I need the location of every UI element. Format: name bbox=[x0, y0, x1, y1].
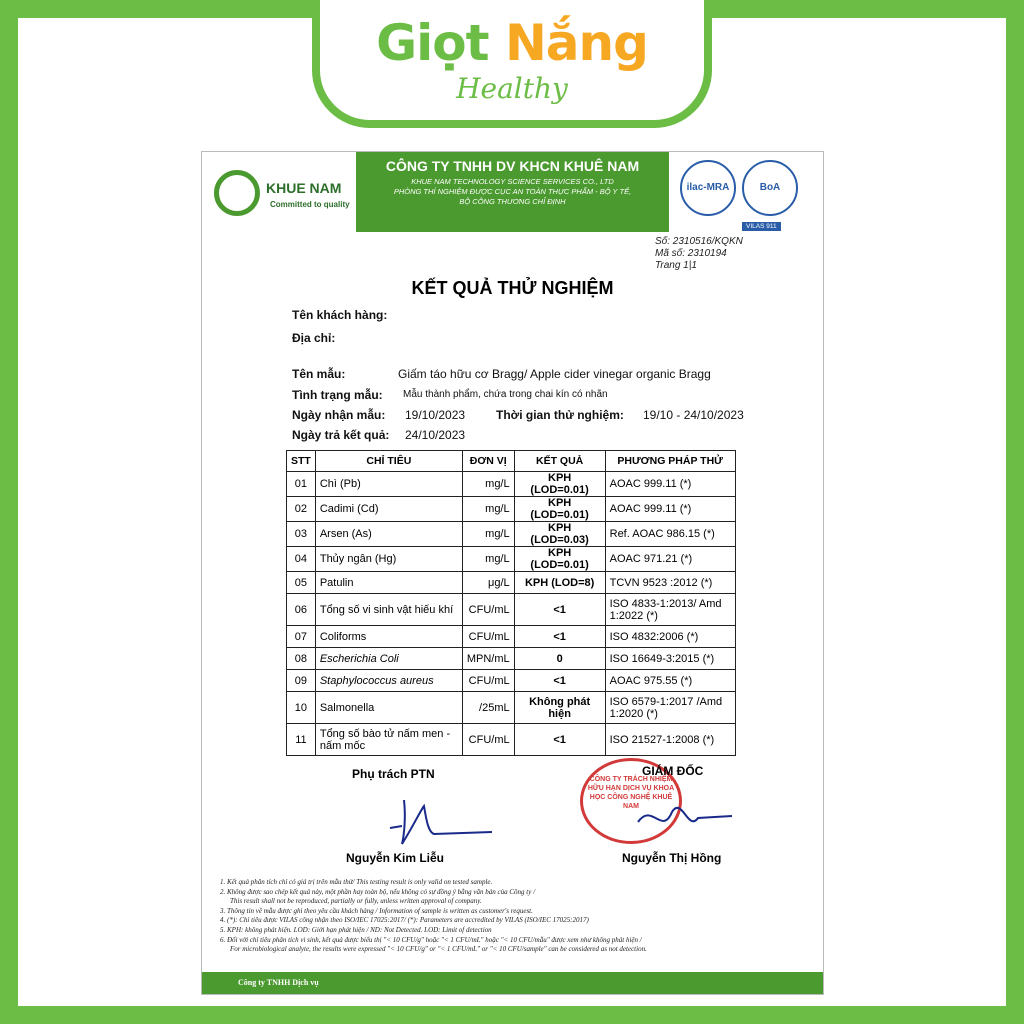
cell-parameter: Tổng số vi sinh vật hiếu khí bbox=[315, 594, 462, 626]
cell-unit: CFU/mL bbox=[462, 594, 514, 626]
table-row bbox=[287, 724, 736, 756]
cell-result: 0 bbox=[514, 648, 605, 670]
table-header-row bbox=[287, 451, 736, 472]
signature-right bbox=[632, 792, 742, 848]
cell-result: <1 bbox=[514, 626, 605, 648]
cell-method: ISO 16649-3:2015 (*) bbox=[605, 648, 735, 670]
cell-parameter: Arsen (As) bbox=[315, 522, 462, 547]
footnote: This result shall not be reproduced, partially or fully, unless written approval of company. bbox=[230, 897, 482, 906]
table-row bbox=[287, 670, 736, 692]
cell-stt: 02 bbox=[287, 497, 316, 522]
cell-parameter: Escherichia Coli bbox=[315, 648, 462, 670]
signer-right-title: GIÁM ĐỐC bbox=[642, 764, 704, 778]
table-row bbox=[287, 522, 736, 547]
table-row bbox=[287, 497, 736, 522]
cell-method: TCVN 9523 :2012 (*) bbox=[605, 572, 735, 594]
footnote: 3. Thông tin về mẫu được ghi theo yêu cầu khách hàng / Information of sample is written as customer's request. bbox=[220, 906, 533, 915]
document-footer: Công ty TNHH Dịch vụ bbox=[202, 972, 823, 994]
cell-result: KPH (LOD=0.03) bbox=[514, 522, 605, 547]
table-row bbox=[287, 572, 736, 594]
cell-stt: 05 bbox=[287, 572, 316, 594]
cell-method: ISO 6579-1:2017 /Amd 1:2020 (*) bbox=[605, 692, 735, 724]
company-header bbox=[356, 152, 669, 232]
report-meta bbox=[655, 236, 743, 272]
vilas-label: VILAS 911 bbox=[742, 222, 781, 231]
logo-name: KHUE NAM bbox=[266, 180, 342, 196]
header-parameter: CHỈ TIÊU bbox=[315, 451, 462, 472]
cell-result: <1 bbox=[514, 724, 605, 756]
cell-method: AOAC 975.55 (*) bbox=[605, 670, 735, 692]
test-time-value: 19/10 - 24/10/2023 bbox=[643, 408, 744, 422]
footnote: 6. Đối với chỉ tiêu phân tích vi sinh, kết quả được biểu thị "< 10 CFU/g" hoặc "< 1 CFU/mL" hoặc "< 10 CFU/mẫu" được xem như không phát hiện / bbox=[220, 935, 642, 944]
footnote: 4. (*): Chỉ tiêu được VILAS công nhận theo ISO/IEC 17025:2017/ (*): Parameters are accredited by VILAS (ISO/IEC 17025:2017) bbox=[220, 916, 589, 925]
status-label: Tình trạng mẫu: bbox=[292, 388, 383, 402]
cell-unit: CFU/mL bbox=[462, 626, 514, 648]
cell-result: KPH (LOD=0.01) bbox=[514, 547, 605, 572]
cell-unit: mg/L bbox=[462, 547, 514, 572]
brand-name-part1: Giọt bbox=[376, 14, 489, 72]
footnote: 2. Không được sao chép kết quả này, một phần hay toàn bộ, nếu không có sự đồng ý bằng văn bản của Công ty / bbox=[220, 887, 536, 896]
cell-unit: mg/L bbox=[462, 522, 514, 547]
cell-stt: 11 bbox=[287, 724, 316, 756]
brand-subtitle: Healthy bbox=[456, 72, 568, 105]
company-logo bbox=[210, 166, 355, 222]
cell-result: KPH (LOD=0.01) bbox=[514, 497, 605, 522]
cell-result: KPH (LOD=0.01) bbox=[514, 472, 605, 497]
cell-method: AOAC 999.11 (*) bbox=[605, 497, 735, 522]
customer-label: Tên khách hàng: bbox=[292, 308, 388, 322]
cell-method: ISO 4833-1:2013/ Amd 1:2022 (*) bbox=[605, 594, 735, 626]
test-report-document bbox=[201, 151, 824, 995]
table-row bbox=[287, 547, 736, 572]
table-row bbox=[287, 472, 736, 497]
test-time-label: Thời gian thử nghiệm: bbox=[496, 408, 624, 422]
cell-stt: 04 bbox=[287, 547, 316, 572]
cell-result: <1 bbox=[514, 670, 605, 692]
table-row bbox=[287, 594, 736, 626]
table-row bbox=[287, 626, 736, 648]
signer-left-name: Nguyễn Kim Liễu bbox=[346, 851, 445, 865]
cell-result: Không phát hiện bbox=[514, 692, 605, 724]
cell-parameter: Thủy ngân (Hg) bbox=[315, 547, 462, 572]
sample-value: Giấm táo hữu cơ Bragg/ Apple cider vinegar organic Bragg bbox=[398, 367, 711, 381]
brand-name-part2: Nắng bbox=[504, 14, 648, 72]
cell-parameter: Tổng số bào tử nấm men - nấm mốc bbox=[315, 724, 462, 756]
header-unit: ĐƠN VỊ bbox=[462, 451, 514, 472]
report-number: Số: 2310516/KQKN bbox=[655, 236, 743, 247]
cell-parameter: Chì (Pb) bbox=[315, 472, 462, 497]
return-date-label: Ngày trả kết quả: bbox=[292, 428, 390, 442]
cell-result: KPH (LOD=8) bbox=[514, 572, 605, 594]
cell-unit: mg/L bbox=[462, 497, 514, 522]
status-value: Mẫu thành phẩm, chứa trong chai kín có nhãn bbox=[403, 389, 608, 400]
company-english-name: KHUE NAM TECHNOLOGY SCIENCE SERVICES CO., LTD bbox=[411, 177, 614, 186]
cell-stt: 06 bbox=[287, 594, 316, 626]
cell-unit: MPN/mL bbox=[462, 648, 514, 670]
lab-flask-icon bbox=[214, 170, 260, 216]
address-label: Địa chỉ: bbox=[292, 331, 336, 345]
return-date-value: 24/10/2023 bbox=[405, 428, 466, 442]
cell-parameter: Patulin bbox=[315, 572, 462, 594]
accreditation-badge: BoA bbox=[742, 160, 798, 216]
received-date-label: Ngày nhận mẫu: bbox=[292, 408, 386, 422]
cell-unit: μg/L bbox=[462, 572, 514, 594]
ilac-mra-badge: ilac-MRA bbox=[680, 160, 736, 216]
received-date-value: 19/10/2023 bbox=[405, 408, 466, 422]
signer-right-name: Nguyễn Thị Hồng bbox=[622, 851, 722, 865]
signature-left bbox=[382, 788, 502, 848]
cell-unit: CFU/mL bbox=[462, 670, 514, 692]
page-number: Trang 1|1 bbox=[655, 260, 697, 271]
report-code: Mã số: 2310194 bbox=[655, 248, 727, 259]
cell-unit: /25mL bbox=[462, 692, 514, 724]
footnote: 5. KPH: không phát hiện. LOD: Giới hạn phát hiện / ND: Not Detected. LOD: Limit of detection bbox=[220, 925, 492, 934]
signer-left-title: Phụ trách PTN bbox=[352, 767, 435, 781]
sample-label: Tên mẫu: bbox=[292, 367, 346, 381]
cell-parameter: Coliforms bbox=[315, 626, 462, 648]
company-title: CÔNG TY TNHH DV KHCN KHUÊ NAM bbox=[385, 158, 640, 174]
footnote: 1. Kết quả phân tích chỉ có giá trị trên mẫu thử/ This testing result is only valid on tested sample. bbox=[220, 878, 493, 886]
stamp-text: CÔNG TY TRÁCH NHIỆM HỮU HẠN DỊCH VỤ KHOA HỌC CÔNG NGHỆ KHUÊ NAM bbox=[587, 776, 675, 810]
company-line-4: BỘ CÔNG THƯƠNG CHỈ ĐỊNH bbox=[459, 197, 566, 206]
cell-unit: CFU/mL bbox=[462, 724, 514, 756]
cell-parameter: Cadimi (Cd) bbox=[315, 497, 462, 522]
cell-unit: mg/L bbox=[462, 472, 514, 497]
cell-method: AOAC 999.11 (*) bbox=[605, 472, 735, 497]
cell-stt: 03 bbox=[287, 522, 316, 547]
table-row bbox=[287, 692, 736, 724]
table-row bbox=[287, 648, 736, 670]
cell-method: ISO 4832:2006 (*) bbox=[605, 626, 735, 648]
header-method: PHƯƠNG PHÁP THỬ bbox=[605, 451, 735, 472]
cell-stt: 07 bbox=[287, 626, 316, 648]
cell-stt: 09 bbox=[287, 670, 316, 692]
header-result: KẾT QUẢ bbox=[514, 451, 605, 472]
report-title: KẾT QUẢ THỬ NGHIỆM bbox=[411, 278, 614, 298]
results-table bbox=[286, 450, 736, 756]
company-details bbox=[356, 177, 669, 207]
cell-result: <1 bbox=[514, 594, 605, 626]
cell-stt: 01 bbox=[287, 472, 316, 497]
brand-logo bbox=[320, 14, 704, 72]
cell-parameter: Staphylococcus aureus bbox=[315, 670, 462, 692]
cell-stt: 08 bbox=[287, 648, 316, 670]
cell-parameter: Salmonella bbox=[315, 692, 462, 724]
header-stt: STT bbox=[287, 451, 316, 472]
logo-tagline: Committed to quality bbox=[270, 200, 350, 209]
footnotes bbox=[220, 878, 815, 955]
cell-stt: 10 bbox=[287, 692, 316, 724]
footnote: For microbiological analyte, the results were expressed "< 10 CFU/g" or "< 1 CFU/mL" or "< 10 CFU/sample" can be considered as not detection. bbox=[230, 945, 647, 954]
cell-method: ISO 21527-1:2008 (*) bbox=[605, 724, 735, 756]
cell-method: AOAC 971.21 (*) bbox=[605, 547, 735, 572]
cell-method: Ref. AOAC 986.15 (*) bbox=[605, 522, 735, 547]
company-line-3: PHÒNG THÍ NGHIỆM ĐƯỢC CỤC AN TOÀN THỰC PHẨM - BỘ Y TẾ, bbox=[393, 187, 632, 196]
brand-header bbox=[312, 0, 712, 128]
